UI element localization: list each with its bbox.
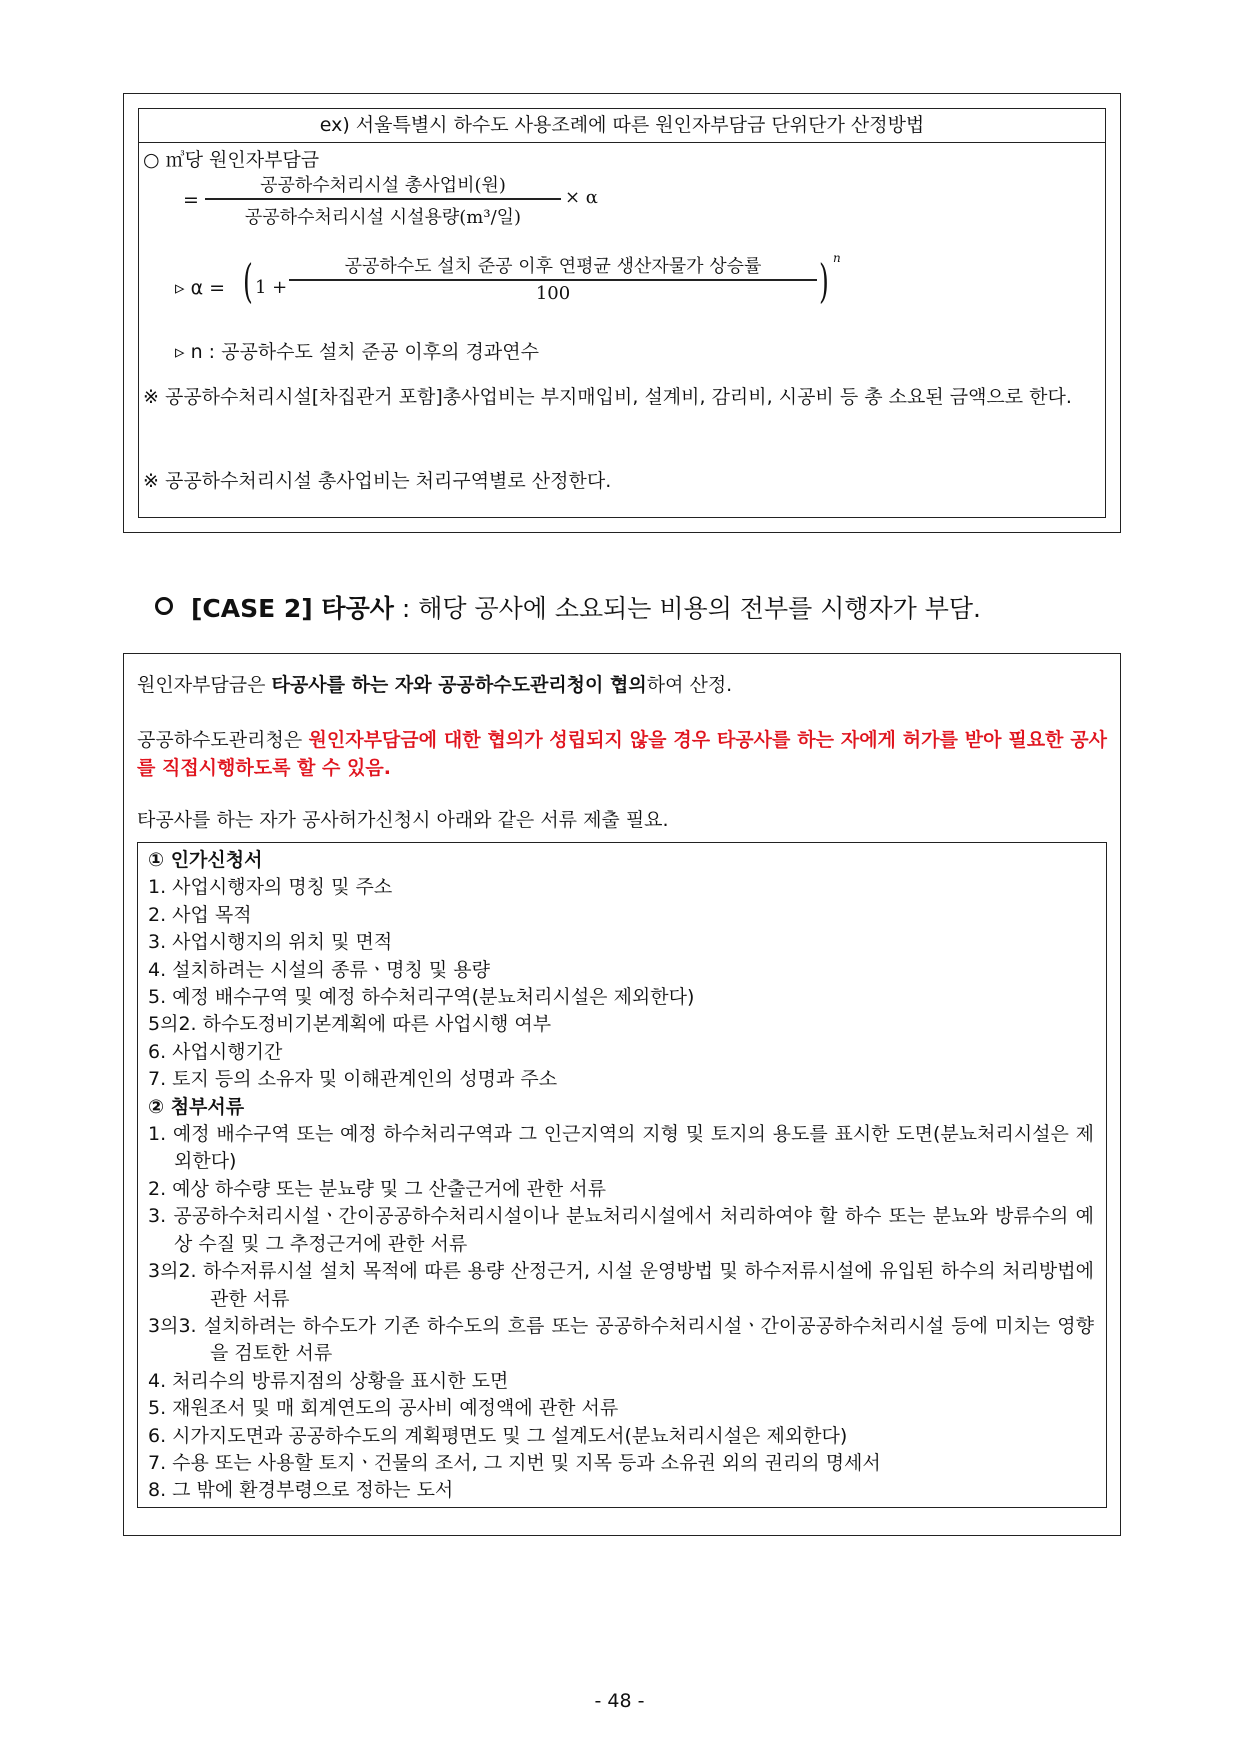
case2-label: [CASE 2] 타공사 xyxy=(191,594,394,623)
n-definition: ▹ n : 공공하수도 설치 준공 이후의 경과연수 xyxy=(175,341,539,363)
paragraph-negotiation xyxy=(137,671,1107,699)
example-box xyxy=(123,93,1121,533)
formula-numerator: 공공하수처리시설 총사업비(원) xyxy=(260,175,506,196)
alpha-denominator: 100 xyxy=(535,283,571,304)
alpha-numerator: 공공하수도 설치 준공 이후 연평균 생산자물가 상승률 xyxy=(344,256,762,277)
list-item: 4. 처리수의 방류지점의 상황을 표시한 도면 xyxy=(148,1369,509,1392)
left-paren: ( xyxy=(243,254,253,308)
list-item: 5. 재원조서 및 매 회계연도의 공사비 예정액에 관한 서류 xyxy=(148,1397,619,1420)
right-paren: ) xyxy=(819,254,829,308)
list-item: 3의3. 설치하려는 하수도가 기존 하수도의 흐름 또는 공공하수처리시설ㆍ간이공공하수처리시설 등에 미치는 영향을 검토한 서류 xyxy=(148,1314,1094,1365)
list-item: 7. 토지 등의 소유자 및 이해관계인의 성명과 주소 xyxy=(148,1068,558,1091)
list-item: 1. 사업시행자의 명칭 및 주소 xyxy=(148,876,393,899)
list-item: 2. 예상 하수량 또는 분뇨량 및 그 산출근거에 관한 서류 xyxy=(148,1177,606,1200)
list-item: 1. 예정 배수구역 또는 예정 하수처리구역과 그 인근지역의 지형 및 토지의 용도를 표시한 도면(분뇨처리시설은 제외한다) xyxy=(148,1123,1094,1173)
p1-post: 하여 산정. xyxy=(646,674,733,696)
equals-sign: = xyxy=(183,189,199,211)
note-total-cost: ※ 공공하수처리시설[차집관거 포함]총사업비는 부지매입비, 설계비, 감리비, 시공비 등 총 소요된 금액으로 한다. xyxy=(143,386,1072,408)
list-item: 5. 예정 배수구역 및 예정 하수처리구역(분뇨처리시설은 제외한다) xyxy=(148,986,695,1009)
list-item: 2. 사업 목적 xyxy=(148,903,252,926)
example-inner-box xyxy=(138,108,1106,518)
list-item: 3. 사업시행지의 위치 및 면적 xyxy=(148,931,393,954)
p2-pre: 공공하수도관리청은 xyxy=(137,729,309,751)
list-item: 7. 수용 또는 사용할 토지ㆍ건물의 조서, 그 지번 및 지목 등과 소유권 외의 권리의 명세서 xyxy=(148,1451,881,1474)
list-item: 3. 공공하수처리시설ㆍ간이공공하수처리시설이나 분뇨처리시설에서 처리하여야 할 하수 또는 분뇨와 방류수의 예상 수질 및 그 추정근거에 관한 서류 xyxy=(148,1205,1094,1255)
alpha-label: ▹ α = xyxy=(175,277,226,299)
note-per-area: ※ 공공하수처리시설 총사업비는 처리구역별로 산정한다. xyxy=(143,470,612,492)
fraction-bar xyxy=(205,198,561,200)
section1-title: ① 인가신청서 xyxy=(148,849,263,871)
paragraph-documents: 타공사를 하는 자가 공사허가신청시 아래와 같은 서류 제출 필요. xyxy=(137,809,669,831)
formula-denominator: 공공하수처리시설 시설용량(m³/일) xyxy=(244,207,522,228)
list-item: 8. 그 밖에 환경부령으로 정하는 도서 xyxy=(148,1479,454,1502)
circle-bullet-icon xyxy=(155,597,173,615)
paragraph-direct-construction xyxy=(137,726,1107,782)
list-item: 6. 시가지도면과 공공하수도의 계획평면도 및 그 설계도서(분뇨처리시설은 제외한다) xyxy=(148,1424,848,1447)
documents-list xyxy=(148,847,1094,1505)
alpha-factor: × α xyxy=(565,187,598,208)
p2-red-warning: 원인자부담금에 대한 협의가 성립되지 않을 경우 타공사를 하는 자에게 허가를 받아 필요한 공사를 직접시행하도록 할 수 있음. xyxy=(137,729,1108,779)
section2-title: ② 첨부서류 xyxy=(148,1095,245,1118)
alpha-fraction-bar xyxy=(289,279,817,281)
p1-pre: 원인자부담금은 xyxy=(137,674,272,696)
detail-box xyxy=(123,653,1121,1536)
case2-heading xyxy=(155,589,981,625)
documents-box xyxy=(137,842,1107,1508)
one-plus: 1 + xyxy=(255,277,288,298)
list-item: 4. 설치하려는 시설의 종류ㆍ명칭 및 용량 xyxy=(148,958,490,981)
list-item: 6. 사업시행기간 xyxy=(148,1040,283,1063)
alpha-exponent: n xyxy=(833,251,841,265)
list-item: 5의2. 하수도정비기본계획에 따른 사업시행 여부 xyxy=(148,1013,552,1036)
case2-description: : 해당 공사에 소요되는 비용의 전부를 시행자가 부담. xyxy=(393,594,981,623)
page-number: - 48 - xyxy=(594,1690,645,1712)
example-title: ex) 서울특별시 하수도 사용조례에 따른 원인자부담금 단위단가 산정방법 xyxy=(139,109,1105,143)
list-item: 3의2. 하수저류시설 설치 목적에 따른 용량 산정근거, 시설 운영방법 및 하수저류시설에 유입된 하수의 처리방법에 관한 서류 xyxy=(148,1260,1094,1310)
unit-charge-label: ○ ㎥당 원인자부담금 xyxy=(143,149,320,171)
p1-bold: 타공사를 하는 자와 공공하수도관리청이 협의 xyxy=(271,674,647,696)
